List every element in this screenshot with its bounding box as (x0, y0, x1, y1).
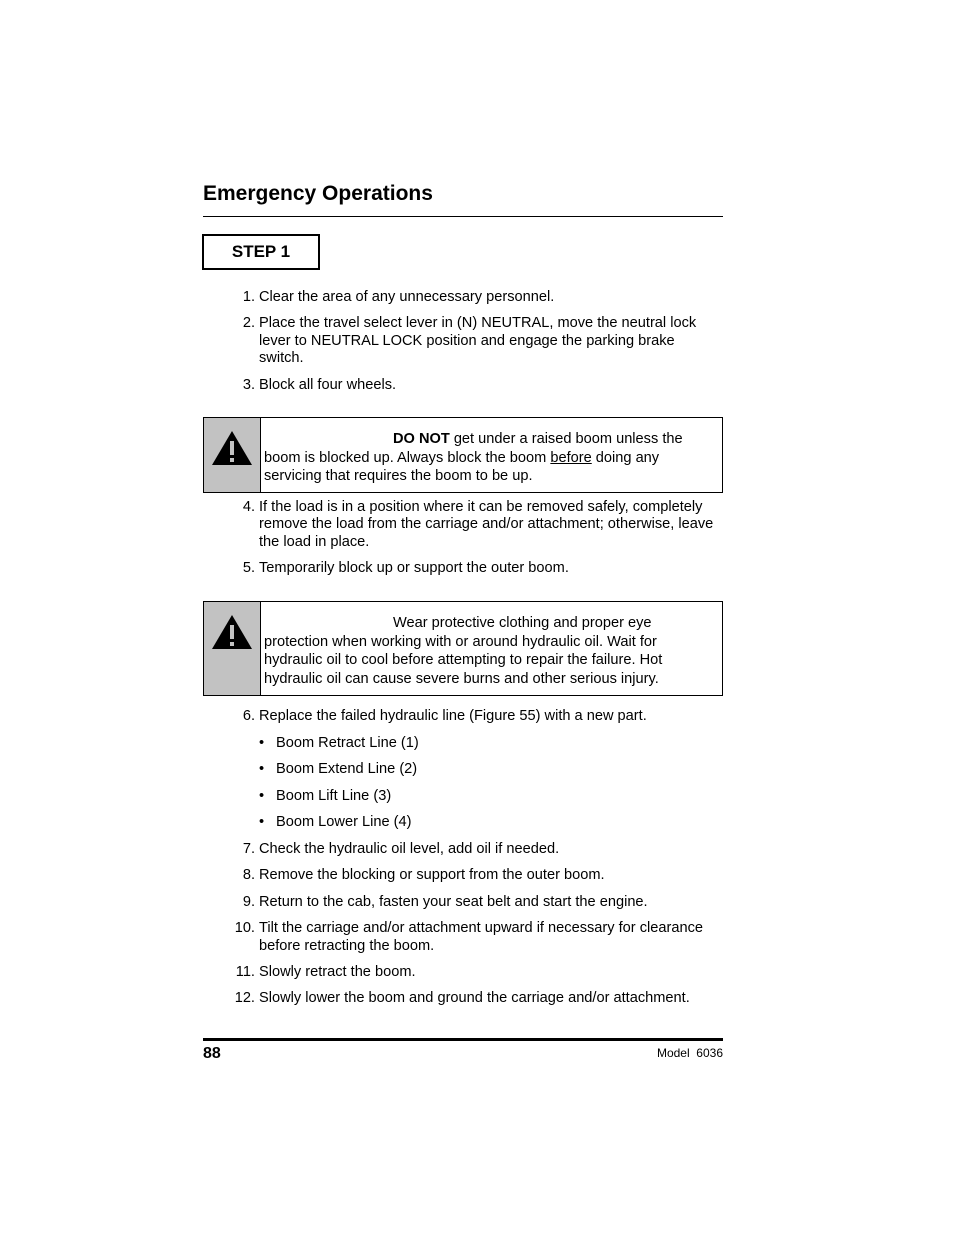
list-item (203, 894, 723, 911)
step-text: Check the hydraulic oil level, add oil if needed. (259, 841, 560, 857)
list-item (203, 289, 723, 306)
list-item (203, 560, 723, 577)
warning-text-part: get under a raised boom unless the boom is blocked up. Always block the boom (264, 431, 683, 466)
footer-divider (203, 1038, 723, 1041)
bullet-icon: • (259, 761, 265, 778)
step-text: Slowly lower the boom and ground the carriage and/or attachment. (259, 990, 690, 1007)
list-item (203, 377, 723, 394)
step-number: 11. (235, 964, 255, 981)
bullet-text: Boom Lower Line (4) (276, 814, 412, 831)
bullet-text: Boom Retract Line (1) (276, 735, 419, 751)
warning-exclamation-icon (211, 430, 253, 466)
list-item (203, 964, 723, 981)
step-text: If the load is in a position where it can be removed safely, completely remove the load from the carriage and/or attachment; otherwise, leave the load in place. (259, 499, 714, 550)
step-number: 3. (242, 376, 255, 393)
page-title: Emergency Operations (203, 182, 433, 205)
warning-text-part: doing any servicing that requires the boom to be up. (264, 449, 660, 485)
list-item (259, 735, 719, 752)
list-item (203, 920, 723, 955)
step-text: Place the travel select lever in (N) NEUTRAL, move the neutral lock lever to NEUTRAL LOCK position and engage the parking brake switch. (259, 315, 697, 367)
step-text: Tilt the carriage and/or attachment upward if necessary for clearance before retracting the boom. (259, 920, 703, 954)
steps-list-2 (203, 499, 723, 578)
step-number: 2. (242, 315, 255, 332)
warning-icon-column (204, 418, 261, 492)
step-text: Clear the area of any unnecessary personnel. (259, 289, 555, 305)
bullet-text: Boom Lift Line (3) (276, 787, 392, 804)
step-number: 4. (242, 499, 255, 515)
step-number: 10. (234, 920, 255, 937)
warning-icon-column (204, 602, 261, 695)
list-item (203, 708, 723, 725)
list-item (259, 814, 719, 831)
warning-box-hydraulic (203, 601, 723, 696)
list-item (259, 788, 719, 805)
page-number: 88 (203, 1045, 221, 1062)
step-number: 12. (234, 990, 255, 1007)
warning-underlined: before (550, 449, 592, 466)
step-text: Slowly retract the boom. (259, 964, 416, 981)
step-number: 6. (242, 708, 255, 724)
step-number: 9. (242, 893, 255, 910)
warning-exclamation-icon (211, 614, 253, 650)
warning-text (264, 430, 716, 486)
step-number: 1. (242, 289, 255, 305)
step-text: Block all four wheels. (259, 376, 397, 393)
step-text: Replace the failed hydraulic line (Figure 55) with a new part. (259, 708, 647, 724)
step-label-box: STEP 1 (202, 234, 320, 270)
step-number: 5. (242, 560, 255, 577)
steps-list-3 (203, 708, 723, 725)
bullet-text: Boom Extend Line (2) (276, 761, 418, 778)
bullet-icon: • (259, 814, 265, 831)
list-item (203, 990, 723, 1007)
warning-box-boom (203, 417, 723, 493)
step-text: Temporarily block up or support the outer boom. (259, 560, 569, 577)
step-number: 8. (242, 867, 255, 884)
warning-text (264, 614, 716, 688)
step-number: 7. (242, 841, 255, 857)
list-item (203, 499, 723, 551)
list-item (259, 761, 719, 778)
step-text: Return to the cab, fasten your seat belt and start the engine. (259, 893, 648, 910)
steps-list-1 (203, 289, 723, 394)
warning-emphasis: DO NOT (393, 431, 450, 447)
list-item (203, 315, 723, 367)
steps-list-4 (203, 841, 723, 1008)
model-label: Model 6036 (656, 1046, 723, 1060)
bullet-icon: • (259, 735, 265, 751)
title-divider (203, 216, 723, 217)
hydraulic-lines-list (259, 735, 719, 832)
list-item (203, 867, 723, 884)
step-text: Remove the blocking or support from the outer boom. (259, 867, 605, 884)
list-item (203, 841, 723, 858)
warning-text-part: Wear protective clothing and proper eye protection when working with or around hydraulic oil. Wait for hydraulic oil to cool before attempting to repair the failure. Hot hydraulic oil can cause severe burns and other serious injury. (264, 615, 663, 687)
bullet-icon: • (259, 787, 265, 804)
